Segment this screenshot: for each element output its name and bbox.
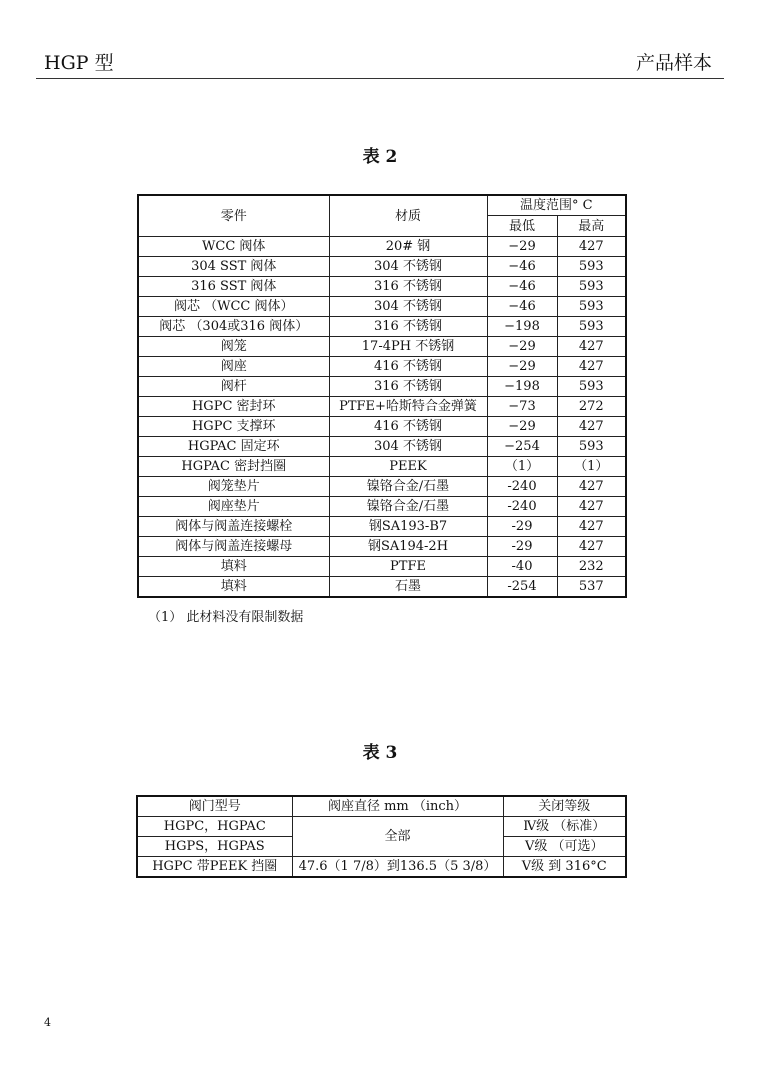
page-number: 4: [44, 1016, 51, 1029]
table-row: [138, 437, 626, 457]
table-cell: 593: [557, 277, 626, 297]
table-cell: 304 不锈钢: [329, 437, 487, 457]
table-cell: 阀座垫片: [138, 497, 329, 517]
table-cell: −46: [487, 257, 557, 277]
table-row: [138, 457, 626, 477]
table2-footnote: （1） 此材料没有限制数据: [148, 610, 304, 625]
table-cell: -40: [487, 557, 557, 577]
shutoff-class-table: [136, 795, 627, 878]
table-row: [138, 297, 626, 317]
col-header-temp-range: 温度范围° C: [487, 195, 626, 216]
col-header-min: 最低: [487, 216, 557, 237]
table-cell: −254: [487, 437, 557, 457]
table-row: [138, 477, 626, 497]
table-cell: 316 SST 阀体: [138, 277, 329, 297]
table-cell: −46: [487, 277, 557, 297]
table-cell: PEEK: [329, 457, 487, 477]
table-cell: 阀笼垫片: [138, 477, 329, 497]
table-cell: PTFE: [329, 557, 487, 577]
table-cell: 427: [557, 497, 626, 517]
table-cell: 427: [557, 237, 626, 257]
materials-table: [137, 194, 627, 598]
table-cell: 钢SA193-B7: [329, 517, 487, 537]
table-cell: 593: [557, 257, 626, 277]
table-cell: 17-4PH 不锈钢: [329, 337, 487, 357]
table-cell: 阀体与阀盖连接螺母: [138, 537, 329, 557]
table-cell: -29: [487, 517, 557, 537]
table-row: [138, 317, 626, 337]
table-cell: 镍铬合金/石墨: [329, 497, 487, 517]
table-cell: −29: [487, 337, 557, 357]
table-row: [138, 577, 626, 597]
table-cell: 316 不锈钢: [329, 377, 487, 397]
table-cell: PTFE+哈斯特合金弹簧: [329, 397, 487, 417]
table-cell: −29: [487, 417, 557, 437]
table-row: [138, 237, 626, 257]
table-row: [138, 397, 626, 417]
table-cell: HGPC 密封环: [138, 397, 329, 417]
table-cell: 304 不锈钢: [329, 297, 487, 317]
table-cell: 427: [557, 477, 626, 497]
table-cell: -254: [487, 577, 557, 597]
table-cell: -29: [487, 537, 557, 557]
table-cell: 316 不锈钢: [329, 277, 487, 297]
table-cell: 阀芯 （WCC 阀体）: [138, 297, 329, 317]
table-cell: 304 不锈钢: [329, 257, 487, 277]
table-cell: 272: [557, 397, 626, 417]
table-cell: -240: [487, 497, 557, 517]
table-cell: HGPC，HGPAC: [137, 816, 292, 836]
table-cell: HGPC 带PEEK 挡圈: [137, 856, 292, 877]
table-cell: 427: [557, 537, 626, 557]
table-row: [138, 257, 626, 277]
table-row: [138, 337, 626, 357]
table-cell: −29: [487, 357, 557, 377]
table-cell: 全部: [292, 816, 503, 856]
table-cell: 阀笼: [138, 337, 329, 357]
table-cell: 20# 钢: [329, 237, 487, 257]
table-cell: 47.6（1 7/8）到136.5（5 3/8）: [292, 856, 503, 877]
table-cell: Ⅳ级 （标准）: [503, 816, 626, 836]
header-model: HGP 型: [44, 52, 114, 74]
table-cell: HGPC 支撑环: [138, 417, 329, 437]
table-cell: 304 SST 阀体: [138, 257, 329, 277]
table-cell: HGPS，HGPAS: [137, 836, 292, 856]
table-cell: 钢SA194-2H: [329, 537, 487, 557]
table-cell: 537: [557, 577, 626, 597]
table-row: [138, 377, 626, 397]
table-cell: 416 不锈钢: [329, 357, 487, 377]
table-cell: 427: [557, 337, 626, 357]
table-cell: 阀杆: [138, 377, 329, 397]
table-row: [138, 357, 626, 377]
col-header-part: 零件: [138, 195, 329, 237]
table-cell: Ⅴ级 到 316°C: [503, 856, 626, 877]
table3-title: 表 3: [362, 743, 398, 763]
table-cell: （1）: [487, 457, 557, 477]
table-cell: −198: [487, 377, 557, 397]
table-row: [138, 417, 626, 437]
table-row: [138, 517, 626, 537]
col-header-valve-model: 阀门型号: [137, 796, 292, 816]
table-cell: Ⅴ级 （可选）: [503, 836, 626, 856]
table-cell: HGPAC 密封挡圈: [138, 457, 329, 477]
table-cell: 石墨: [329, 577, 487, 597]
table-cell: −198: [487, 317, 557, 337]
table-cell: −46: [487, 297, 557, 317]
col-header-seat-diameter: 阀座直径 mm （inch）: [292, 796, 503, 816]
table-row: [138, 277, 626, 297]
table-row: [138, 557, 626, 577]
table2-title: 表 2: [362, 147, 398, 167]
table-cell: 427: [557, 517, 626, 537]
table-cell: 镍铬合金/石墨: [329, 477, 487, 497]
table-cell: -240: [487, 477, 557, 497]
table-cell: −73: [487, 397, 557, 417]
table-cell: 593: [557, 377, 626, 397]
table-cell: 427: [557, 357, 626, 377]
table-cell: WCC 阀体: [138, 237, 329, 257]
col-header-max: 最高: [557, 216, 626, 237]
table-cell: 阀座: [138, 357, 329, 377]
table-cell: 593: [557, 437, 626, 457]
col-header-material: 材质: [329, 195, 487, 237]
table-cell: 填料: [138, 577, 329, 597]
table-cell: 416 不锈钢: [329, 417, 487, 437]
table-row: [138, 497, 626, 517]
table-cell: 232: [557, 557, 626, 577]
col-header-shutoff-class: 关闭等级: [503, 796, 626, 816]
table-cell: HGPAC 固定环: [138, 437, 329, 457]
header-divider: [36, 78, 724, 79]
table-row: [138, 537, 626, 557]
table-cell: 填料: [138, 557, 329, 577]
table-cell: 593: [557, 297, 626, 317]
table-cell: 阀体与阀盖连接螺栓: [138, 517, 329, 537]
table-cell: 316 不锈钢: [329, 317, 487, 337]
table-cell: 593: [557, 317, 626, 337]
header-catalog-label: 产品样本: [635, 52, 712, 74]
table-cell: 阀芯 （304或316 阀体）: [138, 317, 329, 337]
table-cell: −29: [487, 237, 557, 257]
table-cell: 427: [557, 417, 626, 437]
table-cell: （1）: [557, 457, 626, 477]
